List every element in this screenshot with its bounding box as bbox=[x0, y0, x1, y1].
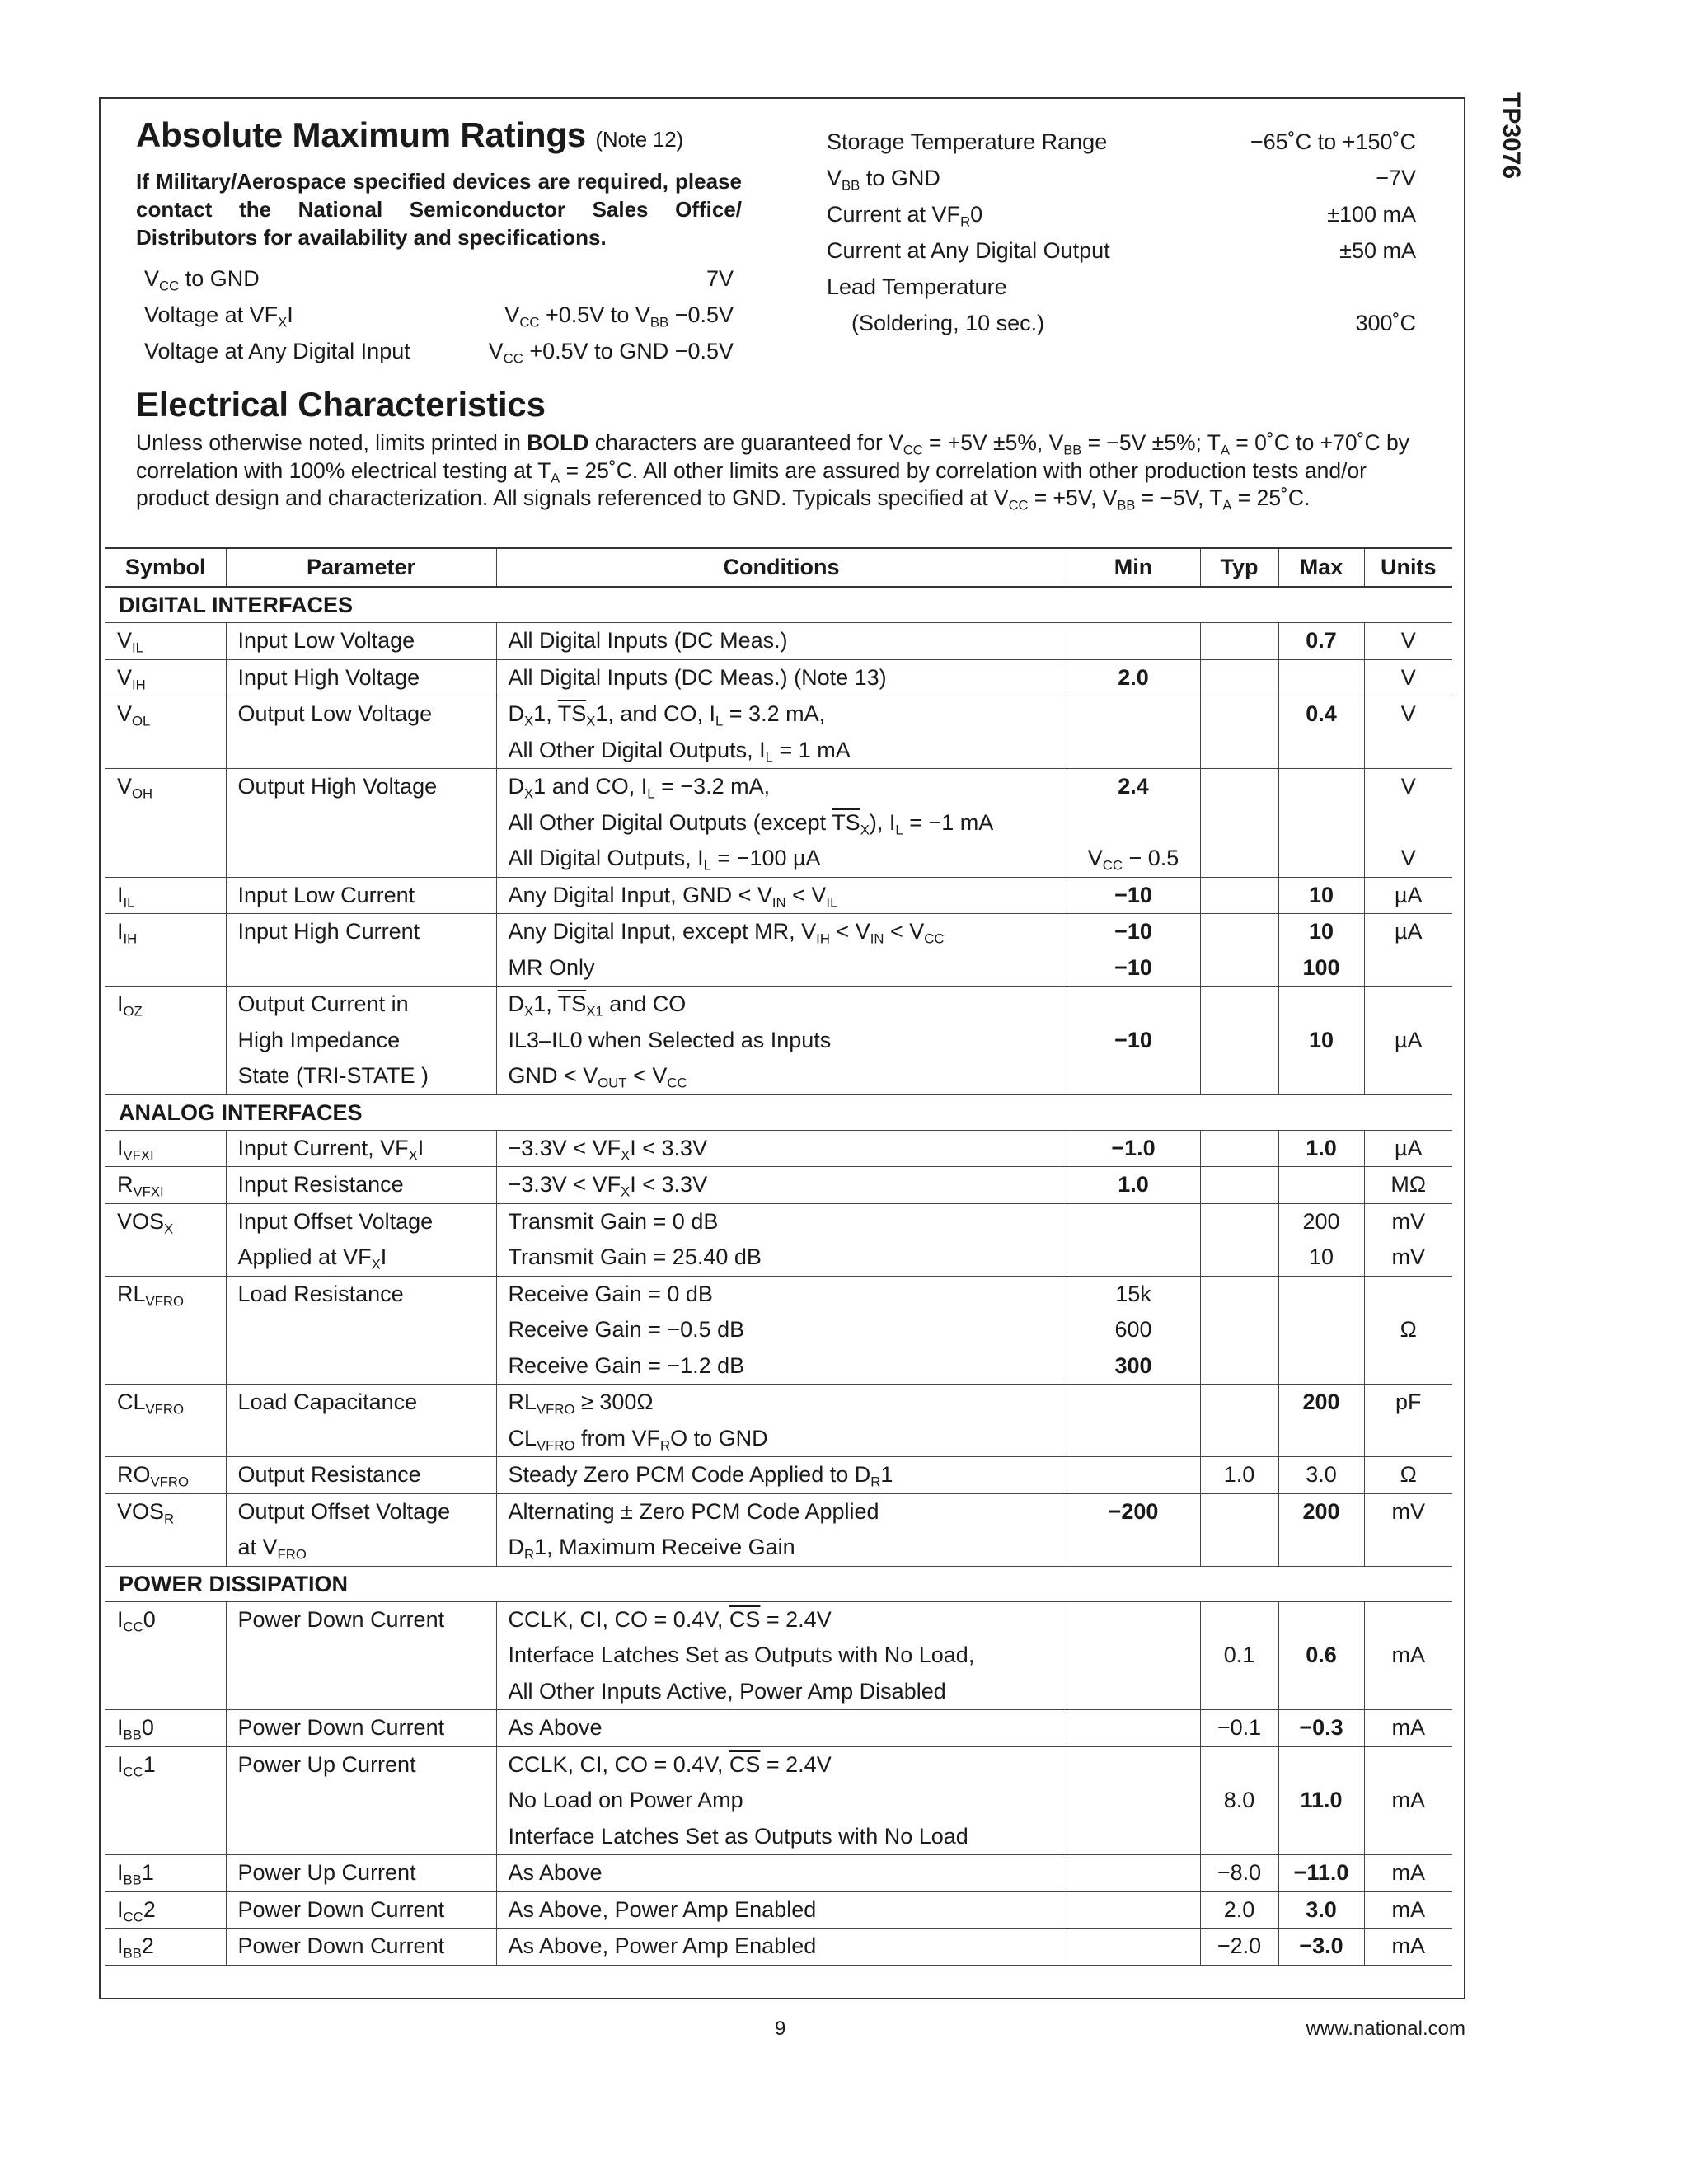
section-power: POWER DISSIPATION bbox=[106, 1566, 1452, 1601]
amr-notice: If Military/Aerospace specified devices are required, please contact the National Semiconductor Sales Office/ Distributors for availability and specifications. bbox=[136, 169, 742, 250]
rating-vfro: Current at $VF_R0$ ±100 mA bbox=[827, 202, 1416, 230]
table-row: $V_{OH}$ Output High Voltage $D_X1$ and CO, $I_L = -3.2$ mA, All Other Digital Outputs (except $\overline{TS}_X$), $I_L = -1$ mA All Digital Outputs, $I_L = -100$ µA 2.4 $V_{CC} - 0.5$ V V bbox=[106, 769, 1452, 878]
rating-vfxi: Voltage at $VF_XI$ $V_{CC} +0.5V$ to $V_{BB} -0.5V$ bbox=[144, 302, 734, 330]
header-conditions: Conditions bbox=[496, 548, 1067, 587]
header-symbol: Symbol bbox=[106, 548, 226, 587]
rating-vcc: $V_{CC}$ to GND 7V bbox=[144, 266, 734, 294]
amr-heading: Absolute Maximum Ratings (Note 12) bbox=[136, 115, 684, 154]
amr-ratings-left bbox=[144, 260, 734, 369]
header-min: Min bbox=[1067, 548, 1200, 587]
ec-heading: Electrical Characteristics bbox=[136, 385, 546, 424]
table-row: $I_{CC}2$ Power Down Current As Above, Power Amp Enabled 2.0 3.0 mA bbox=[106, 1891, 1452, 1929]
table-row: $V_{IH}$ Input High Voltage All Digital Inputs (DC Meas.) (Note 13) 2.0 V bbox=[106, 659, 1452, 696]
page-number: 9 bbox=[775, 2018, 786, 2040]
section-analog: ANALOG INTERFACES bbox=[106, 1094, 1452, 1130]
table-row: $VOS_X$ Input Offset Voltage Applied at $VF_XI$ Transmit Gain = 0 dB Transmit Gain = 25.40 dB 200 10 mV mV bbox=[106, 1203, 1452, 1276]
table-row: $I_{CC}1$ Power Up Current CCLK, CI, CO = 0.4V, $\overline{CS} = 2.4V$ No Load on Power Amp Interface Latches Set as Outputs with No Load 8.0 11.0 mA bbox=[106, 1746, 1452, 1855]
rating-soldering: (Soldering, 10 sec.) 300˚C bbox=[851, 311, 1416, 335]
table-row: $V_{IL}$ Input Low Voltage All Digital Inputs (DC Meas.) 0.7 V bbox=[106, 623, 1452, 660]
ec-description: Unless otherwise noted, limits printed in BOLD characters are guaranteed for $V_{CC} = +5V \pm 5\%$, $V_{BB} = -5V \pm 5\%$; $T_A$ = 0˚C to +70˚C by correlation with 100% electrical testing at $T_A$ = 25˚C. All other limits are assured by correlation with other production tests and/or product design and characterization. All signals referenced to GND. Typicals specified at $V_{CC} = +5V$, $V_{BB} = -5V$, $T_A$ = 25˚C. bbox=[136, 430, 1409, 513]
rating-lead: Lead Temperature bbox=[827, 274, 1007, 299]
table-row: $I_{IL}$ Input Low Current Any Digital Input, GND < $V_{IN} < V_{IL}$ −10 10 µA bbox=[106, 877, 1452, 914]
table-row: $CL_{VFRO}$ Load Capacitance $RL_{VFRO} \ge 300\Omega$ $CL_{VFRO}$ from $VF_RO$ to GND 200 pF bbox=[106, 1385, 1452, 1457]
header-max: Max bbox=[1278, 548, 1364, 587]
footer-site: www.national.com bbox=[1306, 2018, 1465, 2040]
table-row: $V_{OL}$ Output Low Voltage $D_X1$, $\overline{TS}_X1$, and CO, $I_L = 3.2$ mA, All Other Digital Outputs, $I_L = 1$ mA 0.4 V bbox=[106, 696, 1452, 769]
side-title: TP3076 bbox=[1498, 92, 1525, 180]
header-typ: Typ bbox=[1200, 548, 1278, 587]
table-row: $I_{BB}1$ Power Up Current As Above −8.0 −11.0 mA bbox=[106, 1855, 1452, 1892]
table-row: $I_{OZ}$ Output Current in High Impedance State (TRI-STATE ) $D_X1$, $\overline{TS}_{X1}$ and CO IL3–IL0 when Selected as Inputs GND < $V_{OUT} < V_{CC}$ −10 10 µA bbox=[106, 987, 1452, 1095]
table-row: $VOS_R$ Output Offset Voltage at $V_{FRO}$ Alternating ± Zero PCM Code Applied $D_R1$, Maximum Receive Gain −200 200 mV bbox=[106, 1493, 1452, 1566]
table-row: $I_{BB}2$ Power Down Current As Above, Power Amp Enabled −2.0 −3.0 mA bbox=[106, 1929, 1452, 1966]
rating-digital-input: Voltage at Any Digital Input $V_{CC} +0.5V$ to GND −0.5V bbox=[144, 339, 734, 367]
rating-vbb: $V_{BB}$ to GND −7V bbox=[827, 166, 1416, 194]
header-units: Units bbox=[1364, 548, 1452, 587]
section-digital: DIGITAL INTERFACES bbox=[106, 587, 1452, 623]
rating-storage: Storage Temperature Range −65˚C to +150˚C bbox=[827, 129, 1416, 154]
table-row: $I_{CC}0$ Power Down Current CCLK, CI, CO = 0.4V, $\overline{CS} = 2.4V$ Interface Latches Set as Outputs with No Load, All Other Inputs Active, Power Amp Disabled 0.1 0.6 mA bbox=[106, 1601, 1452, 1710]
rating-digital-output: Current at Any Digital Output ±50 mA bbox=[827, 238, 1416, 263]
table-header bbox=[106, 548, 1452, 587]
table-row: $RO_{VFRO}$ Output Resistance Steady Zero PCM Code Applied to $D_R1$ 1.0 3.0 Ω bbox=[106, 1457, 1452, 1494]
table-row: $R_{VFXI}$ Input Resistance $-3.3V < VF_XI < 3.3V$ 1.0 MΩ bbox=[106, 1167, 1452, 1204]
ec-table bbox=[106, 547, 1452, 1966]
table-row: $RL_{VFRO}$ Load Resistance Receive Gain = 0 dB Receive Gain = −0.5 dB Receive Gain = −1.2 dB 15k 600 300 Ω bbox=[106, 1276, 1452, 1385]
header-parameter: Parameter bbox=[226, 548, 496, 587]
table-row: $I_{VFXI}$ Input Current, $VF_XI$ $-3.3V < VF_XI < 3.3V$ −1.0 1.0 µA bbox=[106, 1130, 1452, 1167]
amr-ratings-right bbox=[827, 124, 1416, 341]
table-row: $I_{BB}0$ Power Down Current As Above −0.1 −0.3 mA bbox=[106, 1710, 1452, 1747]
table-row: $I_{IH}$ Input High Current Any Digital Input, except MR, $V_{IH} < V_{IN} < V_{CC}$ MR Only −10 −10 10 100 µA bbox=[106, 914, 1452, 987]
